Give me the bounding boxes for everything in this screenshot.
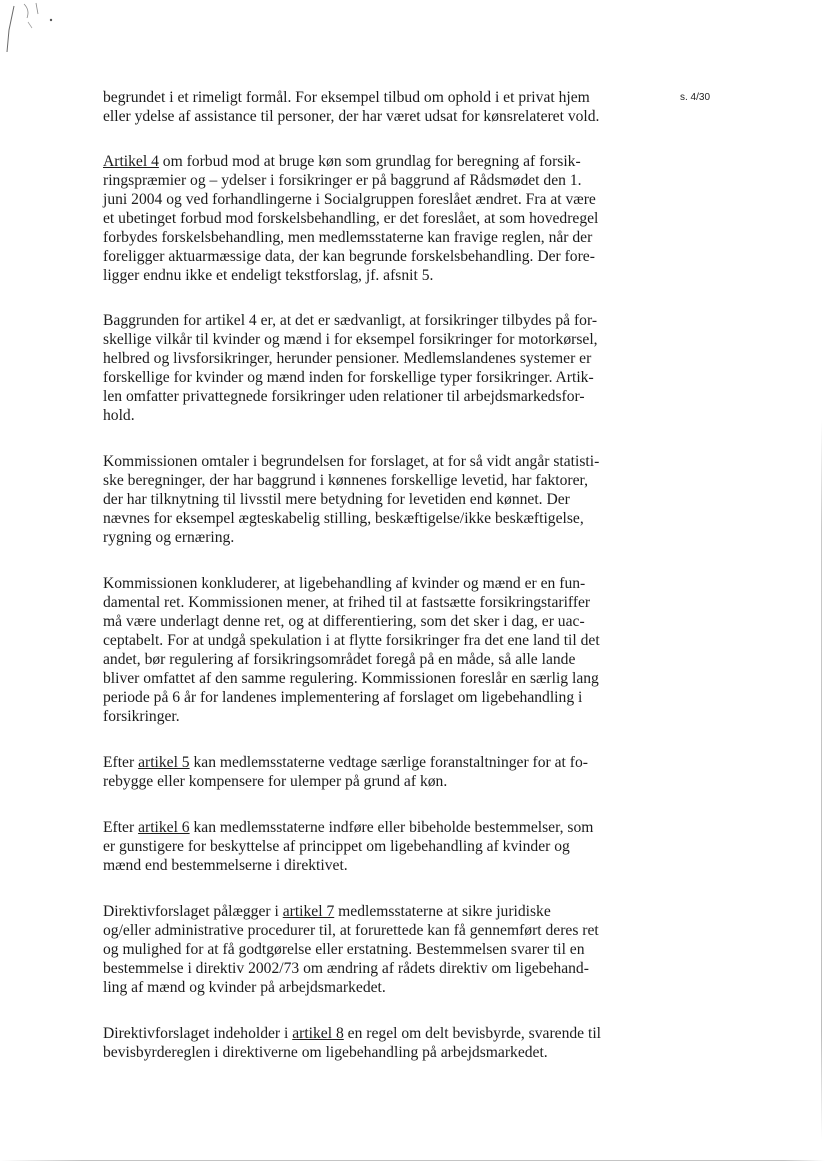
- text-line: eller ydelse af assistance til personer, der har været udsat for kønsrelateret vold.: [103, 108, 600, 125]
- text-line: og mulighed for at få godtgørelse eller erstatning. Bestemmelsen svarer til en: [103, 941, 585, 958]
- text-line: er gunstigere for beskyttelse af princippet om ligebehandling af kvinder og: [103, 838, 570, 855]
- text-line: ske beregninger, der har baggrund i kønnenes forskellige levetid, har faktorer,: [103, 472, 589, 489]
- text-line: Baggrunden for artikel 4 er, at det er sædvanligt, at forsikringer tilbydes på for-: [103, 312, 598, 329]
- text-line: andet, bør regulering af forsikringsområdet foregå på en måde, så alle lande: [103, 651, 576, 668]
- text-line: et ubetinget forbud mod forskelsbehandling, er det foreslået, at som hovedregel: [103, 210, 599, 227]
- scan-edge-bottom: [0, 1160, 825, 1161]
- text-line: og/eller administrative procedurer til, at forurettede kan få gennemført deres ret: [103, 922, 599, 939]
- text-run: en regel om delt bevisbyrde, svarende til: [343, 1025, 601, 1042]
- text-line: [103, 1024, 643, 1043]
- text-line: nævnes for eksempel ægteskabelig stilling, beskæftigelse/ikke beskæftigelse,: [103, 510, 584, 527]
- text-line: periode på 6 år for landenes implementering af forslaget om ligebehandling i: [103, 689, 583, 706]
- text-line: forsikringer.: [103, 708, 180, 725]
- paragraph-9: [103, 1024, 643, 1062]
- page-number: s. 4/30: [680, 92, 711, 103]
- paragraph-8: [103, 902, 643, 997]
- scan-edge-right: [821, 420, 822, 1140]
- text-line: len omfatter privattegnede forsikringer uden relationer til arbejdsmarkedsfor-: [103, 388, 585, 405]
- body-text: [103, 88, 643, 1062]
- scan-corner-mark: [0, 0, 80, 70]
- paragraph-2: [103, 152, 643, 285]
- artikel-7-link[interactable]: artikel 7: [282, 903, 335, 920]
- text-run: om forbud mod at bruge køn som grundlag for beregning af forsik-: [158, 153, 581, 170]
- text-line: juni 2004 og ved forhandlingerne i Socialgruppen foreslået ændret. Fra at være: [103, 191, 596, 208]
- paragraph-6: [103, 753, 643, 791]
- text-line: begrundet i et rimeligt formål. For eksempel tilbud om ophold i et privat hjem: [103, 89, 590, 106]
- text-line: [103, 818, 643, 837]
- text-line: bevisbyrdereglen i direktiverne om ligebehandling på arbejdsmarkedet.: [103, 1044, 548, 1061]
- paragraph-5: [103, 574, 643, 726]
- text-line: rebygge eller kompensere for ulemper på grund af køn.: [103, 773, 448, 790]
- text-line: ceptabelt. For at undgå spekulation i at flytte forsikringer fra det ene land til det: [103, 632, 600, 649]
- text-line: foreligger aktuarmæssige data, der kan begrunde forskelsbehandling. Der fore-: [103, 248, 595, 265]
- text-line: forbydes forskelsbehandling, men medlemsstaterne kan fravige reglen, når der: [103, 229, 593, 246]
- text-line: mænd end bestemmelserne i direktivet.: [103, 857, 348, 874]
- text-run: Direktivforslaget pålægger i: [103, 903, 283, 920]
- text-line: ling af mænd og kvinder på arbejdsmarkedet.: [103, 979, 386, 996]
- artikel-8-link[interactable]: artikel 8: [292, 1025, 344, 1042]
- text-line: skellige vilkår til kvinder og mænd i for eksempel forsikringer for motorkørsel,: [103, 331, 598, 348]
- text-line: [103, 152, 643, 171]
- text-line: der har tilknytning til livsstil mere betydning for levetiden end kønnet. Der: [103, 491, 570, 508]
- text-line: Kommissionen konkluderer, at ligebehandling af kvinder og mænd er en fun-: [103, 575, 586, 592]
- text-run: Direktivforslaget indeholder i: [103, 1025, 293, 1042]
- text-line: må være underlagt denne ret, og at differentiering, som det sker i dag, er uac-: [103, 613, 585, 630]
- text-run: kan medlemsstaterne vedtage særlige foranstaltninger for at fo-: [189, 754, 588, 771]
- paragraph-7: [103, 818, 643, 875]
- text-line: [103, 753, 643, 772]
- text-line: hold.: [103, 407, 135, 424]
- paragraph-1: [103, 88, 643, 126]
- paragraph-3: [103, 311, 643, 425]
- text-run: Efter: [103, 819, 139, 836]
- text-line: bestemmelse i direktiv 2002/73 om ændring af rådets direktiv om ligebehand-: [103, 960, 589, 977]
- paragraph-4: [103, 452, 643, 547]
- artikel-6-link[interactable]: artikel 6: [138, 819, 190, 836]
- text-line: rygning og ernæring.: [103, 529, 235, 546]
- text-line: helbred og livsforsikringer, herunder pensioner. Medlemslandenes systemer er: [103, 350, 592, 367]
- artikel-4-link[interactable]: Artikel 4: [103, 153, 159, 170]
- text-line: forskellige for kvinder og mænd inden for forskellige typer forsikringer. Artik-: [103, 369, 594, 386]
- text-run: Efter: [103, 754, 139, 771]
- text-line: bliver omfattet af den samme regulering. Kommissionen foreslår en særlig lang: [103, 670, 599, 687]
- text-line: ringspræmier og – ydelser i forsikringer er på baggrund af Rådsmødet den 1.: [103, 172, 582, 189]
- text-run: kan medlemsstaterne indføre eller bibeholde bestemmelser, som: [189, 819, 594, 836]
- text-line: Kommissionen omtaler i begrundelsen for forslaget, at for så vidt angår statisti-: [103, 453, 600, 470]
- text-line: damental ret. Kommissionen mener, at frihed til at fastsætte forsikringstariffer: [103, 594, 591, 611]
- artikel-5-link[interactable]: artikel 5: [138, 754, 190, 771]
- text-line: ligger endnu ikke et endeligt tekstforslag, jf. afsnit 5.: [103, 267, 434, 284]
- text-line: [103, 902, 643, 921]
- text-run: medlemsstaterne at sikre juridiske: [334, 903, 551, 920]
